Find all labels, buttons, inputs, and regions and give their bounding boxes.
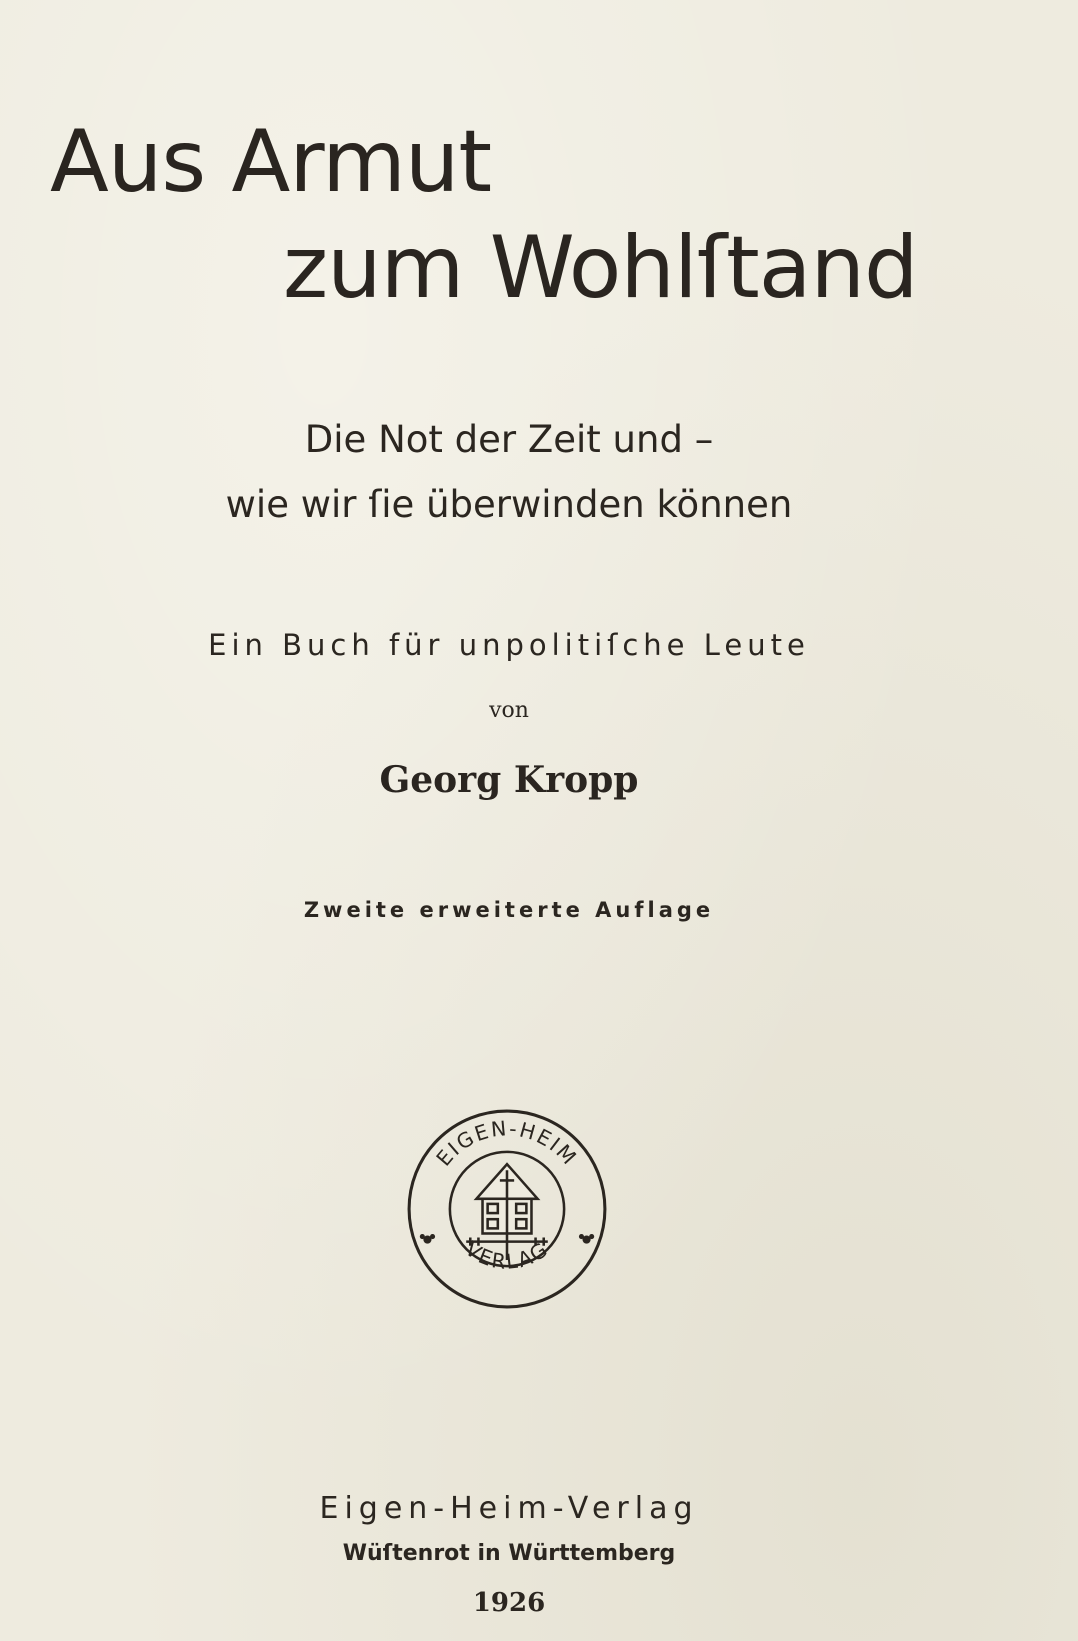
subtitle-line-2: wie wir ſie überwinden können (225, 483, 793, 526)
subtitle-line-1: Die Not der Zeit und – (304, 418, 714, 461)
seal-top-text: EIGEN-HEIM (431, 1116, 583, 1171)
author-name: Georg Kropp (379, 759, 639, 801)
publisher-name: Eigen-Heim-Verlag (319, 1491, 699, 1526)
tagline: Ein Buch für unpolitiſche Leute (208, 628, 810, 662)
publisher-place: Wüſtenrot in Württemberg (342, 1541, 676, 1566)
edition-note: Zweite erweiterte Auflage (303, 898, 715, 922)
book-title-line-2: zum Wohlſtand (283, 218, 918, 318)
book-title-line-1: Aus Armut (50, 112, 492, 212)
seal-bottom-text: VERLAG (460, 1236, 554, 1275)
house-seal-icon (405, 1107, 609, 1311)
byline: von (489, 698, 529, 723)
publication-year: 1926 (472, 1588, 546, 1618)
